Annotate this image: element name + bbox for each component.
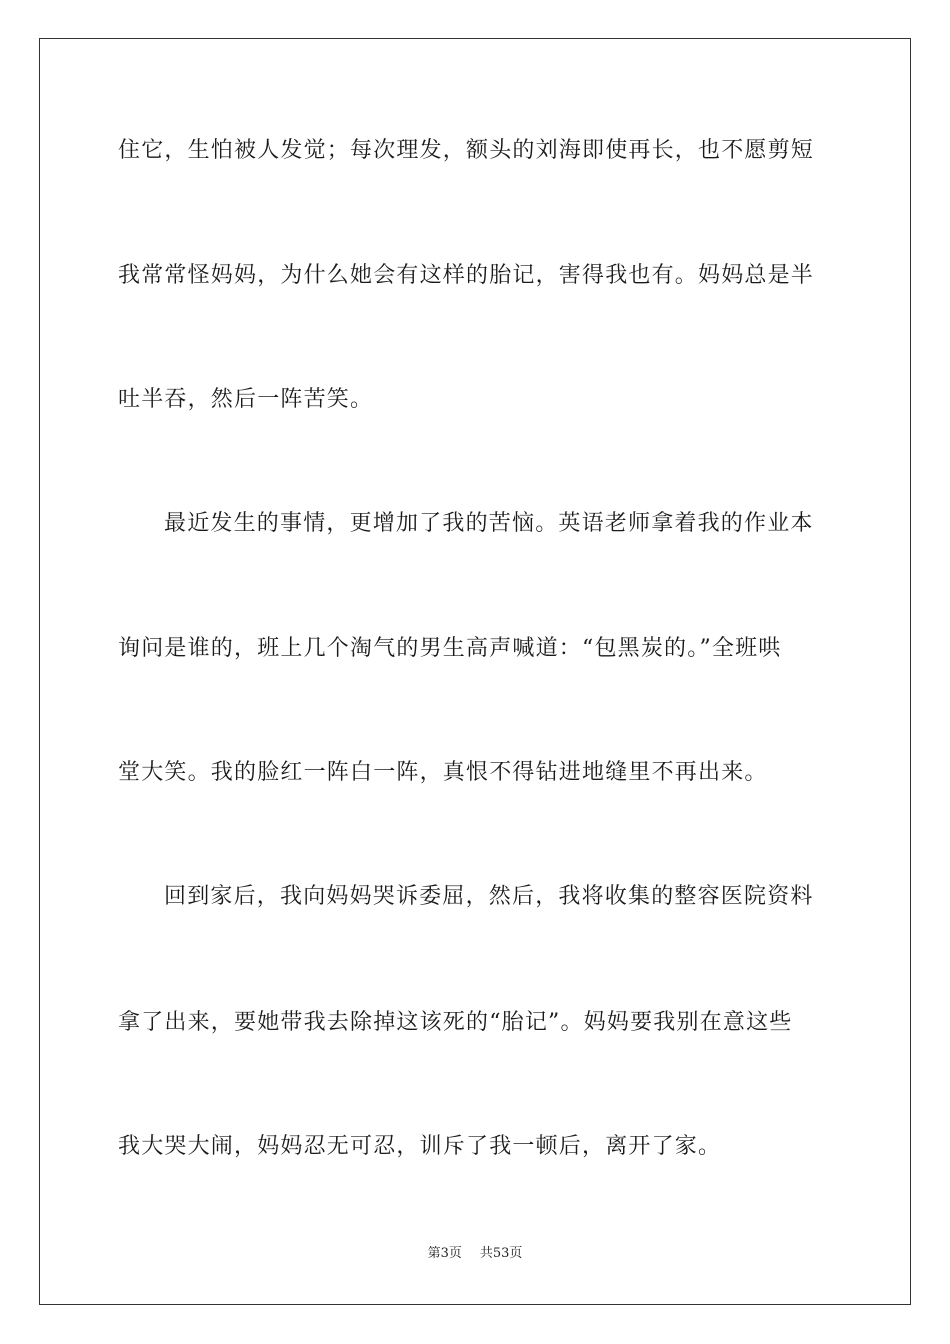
- text-line-7: 回到家后，我向妈妈哭诉委屈，然后，我将收集的整容医院资料: [164, 884, 814, 909]
- text-line-8: 拿了出来，要她带我去除掉这该死的“胎记”。妈妈要我别在意这些: [118, 1010, 793, 1035]
- page-total: 共53页: [479, 1246, 523, 1261]
- text-line-4: 最近发生的事情，更增加了我的苦恼。英语老师拿着我的作业本: [164, 511, 814, 536]
- text-line-5: 询问是谁的，班上几个淘气的男生高声喊道：“包黑炭的。”全班哄: [118, 636, 782, 661]
- text-line-1: 住它，生怕被人发觉；每次理发，额头的刘海即使再长，也不愿剪短: [118, 138, 815, 163]
- text-line-6: 堂大笑。我的脸红一阵白一阵，真恨不得钻进地缝里不再出来。: [118, 760, 768, 785]
- text-line-2: 我常常怪妈妈，为什么她会有这样的胎记，害得我也有。妈妈总是半: [118, 263, 815, 288]
- page-number: 第3页: [427, 1246, 462, 1261]
- page-border: [39, 38, 911, 1305]
- text-line-3: 吐半吞，然后一阵苦笑。: [118, 387, 374, 412]
- page-footer: [0, 1245, 950, 1263]
- text-line-9: 我大哭大闹，妈妈忍无可忍，训斥了我一顿后，离开了家。: [118, 1134, 722, 1159]
